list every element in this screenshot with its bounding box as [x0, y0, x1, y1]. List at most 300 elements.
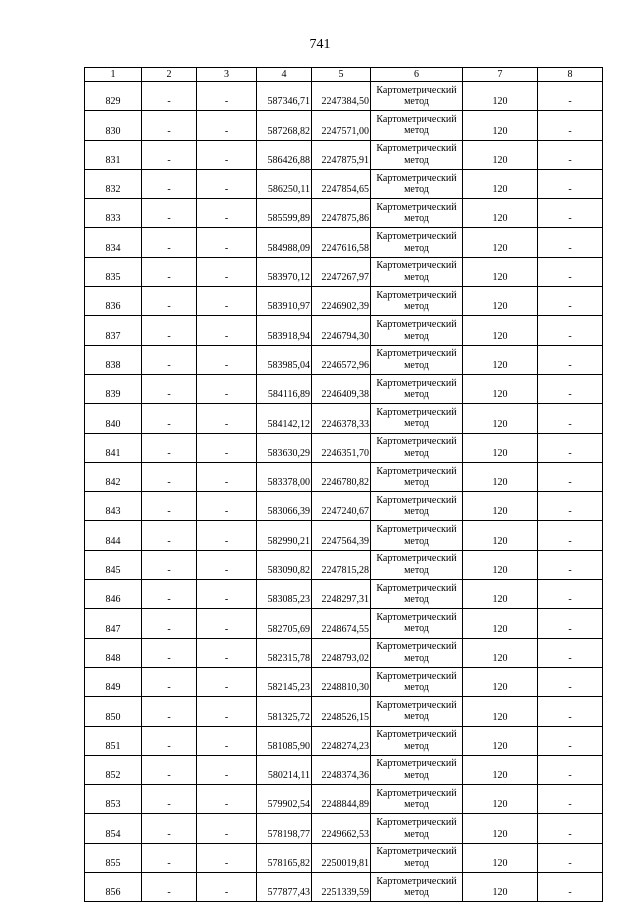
method-line-1: Картометрический — [376, 201, 457, 213]
method-line-1: Картометрический — [376, 670, 457, 682]
coordinate-x-cell: 583090,82 — [257, 550, 312, 579]
table-row — [85, 726, 603, 755]
point-number-cell: 830 — [85, 111, 142, 140]
column-8-cell: - — [538, 785, 603, 814]
column-8-cell: - — [538, 873, 603, 902]
accuracy-cell: 120 — [463, 111, 538, 140]
column-3-cell: - — [197, 462, 257, 491]
table-row — [85, 638, 603, 667]
column-3-cell: - — [197, 726, 257, 755]
point-number-cell: 850 — [85, 697, 142, 726]
accuracy-cell: 120 — [463, 462, 538, 491]
table-body — [85, 68, 603, 902]
accuracy-cell: 120 — [463, 492, 538, 521]
table-row — [85, 257, 603, 286]
coordinates-table — [84, 67, 603, 902]
column-2-cell: - — [142, 492, 197, 521]
table-row — [85, 374, 603, 403]
coordinate-x-cell: 581325,72 — [257, 697, 312, 726]
column-2-cell: - — [142, 755, 197, 784]
table-row — [85, 609, 603, 638]
coordinate-y-cell: 2246572,96 — [312, 345, 371, 374]
method-line-2: метод — [404, 330, 429, 342]
coordinate-y-cell: 2248844,89 — [312, 785, 371, 814]
point-number-cell: 837 — [85, 316, 142, 345]
accuracy-cell: 120 — [463, 697, 538, 726]
column-3-cell: - — [197, 580, 257, 609]
accuracy-cell: 120 — [463, 726, 538, 755]
accuracy-cell: 120 — [463, 169, 538, 198]
column-2-cell: - — [142, 726, 197, 755]
method-line-2: метод — [404, 623, 429, 635]
method-line-1: Картометрический — [376, 582, 457, 594]
column-3-cell: - — [197, 521, 257, 550]
column-header: 8 — [538, 68, 603, 82]
coordinate-y-cell: 2251339,59 — [312, 873, 371, 902]
accuracy-cell: 120 — [463, 82, 538, 111]
point-number-cell: 840 — [85, 404, 142, 433]
table-row — [85, 82, 603, 111]
column-8-cell: - — [538, 462, 603, 491]
point-number-cell: 834 — [85, 228, 142, 257]
point-number-cell: 839 — [85, 374, 142, 403]
column-3-cell: - — [197, 228, 257, 257]
method-line-1: Картометрический — [376, 875, 457, 887]
method-line-2: метод — [404, 125, 429, 137]
coordinate-x-cell: 581085,90 — [257, 726, 312, 755]
method-line-1: Картометрический — [376, 260, 457, 272]
point-number-cell: 848 — [85, 638, 142, 667]
point-number-cell: 844 — [85, 521, 142, 550]
column-2-cell: - — [142, 667, 197, 696]
column-3-cell: - — [197, 257, 257, 286]
column-2-cell: - — [142, 433, 197, 462]
table-row — [85, 785, 603, 814]
accuracy-cell: 120 — [463, 755, 538, 784]
column-8-cell: - — [538, 111, 603, 140]
column-2-cell: - — [142, 169, 197, 198]
column-2-cell: - — [142, 287, 197, 316]
coordinate-y-cell: 2248297,31 — [312, 580, 371, 609]
column-2-cell: - — [142, 814, 197, 843]
method-line-1: Картометрический — [376, 729, 457, 741]
table-row — [85, 345, 603, 374]
method-line-1: Картометрический — [376, 289, 457, 301]
table-row — [85, 404, 603, 433]
column-8-cell: - — [538, 814, 603, 843]
accuracy-cell: 120 — [463, 521, 538, 550]
column-8-cell: - — [538, 726, 603, 755]
coordinate-x-cell: 584116,89 — [257, 374, 312, 403]
coordinate-y-cell: 2246902,39 — [312, 287, 371, 316]
coordinate-y-cell: 2247854,65 — [312, 169, 371, 198]
column-3-cell: - — [197, 199, 257, 228]
method-line-1: Картометрический — [376, 611, 457, 623]
method-line-2: метод — [404, 154, 429, 166]
method-cell — [371, 492, 463, 521]
column-8-cell: - — [538, 257, 603, 286]
method-line-2: метод — [404, 857, 429, 869]
method-cell — [371, 667, 463, 696]
accuracy-cell: 120 — [463, 785, 538, 814]
coordinate-y-cell: 2247564,39 — [312, 521, 371, 550]
accuracy-cell: 120 — [463, 228, 538, 257]
method-line-1: Картометрический — [376, 465, 457, 477]
method-line-1: Картометрический — [376, 143, 457, 155]
method-line-2: метод — [404, 184, 429, 196]
method-cell — [371, 111, 463, 140]
method-cell — [371, 550, 463, 579]
method-line-2: метод — [404, 769, 429, 781]
column-header: 2 — [142, 68, 197, 82]
accuracy-cell: 120 — [463, 345, 538, 374]
coordinate-y-cell: 2247240,67 — [312, 492, 371, 521]
accuracy-cell: 120 — [463, 667, 538, 696]
coordinate-x-cell: 582315,78 — [257, 638, 312, 667]
point-number-cell: 843 — [85, 492, 142, 521]
coordinate-x-cell: 582145,23 — [257, 667, 312, 696]
accuracy-cell: 120 — [463, 843, 538, 872]
column-3-cell: - — [197, 82, 257, 111]
coordinate-y-cell: 2250019,81 — [312, 843, 371, 872]
table-row — [85, 667, 603, 696]
point-number-cell: 832 — [85, 169, 142, 198]
column-2-cell: - — [142, 785, 197, 814]
column-2-cell: - — [142, 873, 197, 902]
coordinate-y-cell: 2248274,23 — [312, 726, 371, 755]
method-cell — [371, 404, 463, 433]
method-cell — [371, 140, 463, 169]
point-number-cell: 842 — [85, 462, 142, 491]
accuracy-cell: 120 — [463, 433, 538, 462]
table-row — [85, 287, 603, 316]
column-3-cell: - — [197, 111, 257, 140]
point-number-cell: 856 — [85, 873, 142, 902]
table-row — [85, 550, 603, 579]
method-line-2: метод — [404, 301, 429, 313]
column-8-cell: - — [538, 638, 603, 667]
table-row — [85, 873, 603, 902]
column-8-cell: - — [538, 492, 603, 521]
column-8-cell: - — [538, 667, 603, 696]
method-line-2: метод — [404, 652, 429, 664]
point-number-cell: 852 — [85, 755, 142, 784]
table-row — [85, 228, 603, 257]
column-2-cell: - — [142, 228, 197, 257]
coordinate-x-cell: 582990,21 — [257, 521, 312, 550]
column-2-cell: - — [142, 374, 197, 403]
method-cell — [371, 697, 463, 726]
column-8-cell: - — [538, 169, 603, 198]
method-cell — [371, 199, 463, 228]
coordinate-x-cell: 578198,77 — [257, 814, 312, 843]
column-8-cell: - — [538, 755, 603, 784]
column-2-cell: - — [142, 82, 197, 111]
column-3-cell: - — [197, 433, 257, 462]
column-8-cell: - — [538, 287, 603, 316]
table-row — [85, 462, 603, 491]
method-line-1: Картометрический — [376, 172, 457, 184]
column-8-cell: - — [538, 580, 603, 609]
method-line-2: метод — [404, 740, 429, 752]
column-2-cell: - — [142, 521, 197, 550]
column-2-cell: - — [142, 404, 197, 433]
point-number-cell: 847 — [85, 609, 142, 638]
method-line-2: метод — [404, 506, 429, 518]
coordinate-y-cell: 2247875,86 — [312, 199, 371, 228]
column-8-cell: - — [538, 843, 603, 872]
coordinate-y-cell: 2246780,82 — [312, 462, 371, 491]
method-cell — [371, 755, 463, 784]
method-line-2: метод — [404, 682, 429, 694]
column-3-cell: - — [197, 609, 257, 638]
method-line-2: метод — [404, 447, 429, 459]
column-8-cell: - — [538, 404, 603, 433]
column-3-cell: - — [197, 697, 257, 726]
column-2-cell: - — [142, 843, 197, 872]
method-line-1: Картометрический — [376, 231, 457, 243]
method-line-1: Картометрический — [376, 817, 457, 829]
column-3-cell: - — [197, 873, 257, 902]
column-3-cell: - — [197, 843, 257, 872]
method-cell — [371, 609, 463, 638]
table-row — [85, 814, 603, 843]
table-row — [85, 755, 603, 784]
coordinate-x-cell: 586426,88 — [257, 140, 312, 169]
coordinate-y-cell: 2248810,30 — [312, 667, 371, 696]
column-8-cell: - — [538, 82, 603, 111]
coordinate-y-cell: 2247616,58 — [312, 228, 371, 257]
method-cell — [371, 257, 463, 286]
method-cell — [371, 814, 463, 843]
column-header: 7 — [463, 68, 538, 82]
column-8-cell: - — [538, 521, 603, 550]
method-line-2: метод — [404, 535, 429, 547]
coordinate-x-cell: 577877,43 — [257, 873, 312, 902]
table-row — [85, 492, 603, 521]
table-row — [85, 433, 603, 462]
coordinate-x-cell: 583066,39 — [257, 492, 312, 521]
coordinate-x-cell: 585599,89 — [257, 199, 312, 228]
method-line-2: метод — [404, 594, 429, 606]
method-line-1: Картометрический — [376, 553, 457, 565]
method-line-1: Картометрический — [376, 84, 457, 96]
point-number-cell: 829 — [85, 82, 142, 111]
coordinate-x-cell: 587268,82 — [257, 111, 312, 140]
point-number-cell: 849 — [85, 667, 142, 696]
method-line-1: Картометрический — [376, 319, 457, 331]
method-line-2: метод — [404, 389, 429, 401]
column-3-cell: - — [197, 550, 257, 579]
accuracy-cell: 120 — [463, 374, 538, 403]
column-header: 6 — [371, 68, 463, 82]
column-header: 1 — [85, 68, 142, 82]
column-2-cell: - — [142, 111, 197, 140]
column-2-cell: - — [142, 257, 197, 286]
coordinate-x-cell: 579902,54 — [257, 785, 312, 814]
accuracy-cell: 120 — [463, 257, 538, 286]
table-row — [85, 521, 603, 550]
column-3-cell: - — [197, 785, 257, 814]
column-3-cell: - — [197, 169, 257, 198]
coordinate-x-cell: 583630,29 — [257, 433, 312, 462]
table-row — [85, 316, 603, 345]
method-line-1: Картометрический — [376, 524, 457, 536]
table-row — [85, 843, 603, 872]
method-line-2: метод — [404, 359, 429, 371]
method-line-2: метод — [404, 799, 429, 811]
column-3-cell: - — [197, 374, 257, 403]
coordinate-y-cell: 2249662,53 — [312, 814, 371, 843]
method-cell — [371, 462, 463, 491]
method-line-1: Картометрический — [376, 494, 457, 506]
column-2-cell: - — [142, 550, 197, 579]
column-3-cell: - — [197, 404, 257, 433]
page-number: 741 — [309, 37, 331, 52]
column-2-cell: - — [142, 609, 197, 638]
table-row — [85, 140, 603, 169]
column-3-cell: - — [197, 287, 257, 316]
column-2-cell: - — [142, 345, 197, 374]
accuracy-cell: 120 — [463, 580, 538, 609]
method-cell — [371, 316, 463, 345]
accuracy-cell: 120 — [463, 199, 538, 228]
column-2-cell: - — [142, 580, 197, 609]
coordinate-y-cell: 2248793,02 — [312, 638, 371, 667]
method-line-2: метод — [404, 887, 429, 899]
method-line-1: Картометрический — [376, 436, 457, 448]
method-cell — [371, 169, 463, 198]
table-row — [85, 580, 603, 609]
point-number-cell: 833 — [85, 199, 142, 228]
point-number-cell: 845 — [85, 550, 142, 579]
column-8-cell: - — [538, 374, 603, 403]
coordinate-x-cell: 583910,97 — [257, 287, 312, 316]
method-line-1: Картометрический — [376, 787, 457, 799]
coordinate-x-cell: 586250,11 — [257, 169, 312, 198]
point-number-cell: 831 — [85, 140, 142, 169]
table-row — [85, 111, 603, 140]
point-number-cell: 836 — [85, 287, 142, 316]
point-number-cell: 841 — [85, 433, 142, 462]
column-8-cell: - — [538, 316, 603, 345]
coordinate-y-cell: 2247267,97 — [312, 257, 371, 286]
column-3-cell: - — [197, 345, 257, 374]
column-8-cell: - — [538, 433, 603, 462]
column-8-cell: - — [538, 199, 603, 228]
table-row — [85, 169, 603, 198]
coordinate-x-cell: 583985,04 — [257, 345, 312, 374]
method-cell — [371, 873, 463, 902]
column-header: 4 — [257, 68, 312, 82]
coordinate-y-cell: 2246409,38 — [312, 374, 371, 403]
accuracy-cell: 120 — [463, 140, 538, 169]
point-number-cell: 835 — [85, 257, 142, 286]
point-number-cell: 838 — [85, 345, 142, 374]
column-8-cell: - — [538, 697, 603, 726]
table-row — [85, 697, 603, 726]
coordinate-y-cell: 2247875,91 — [312, 140, 371, 169]
method-line-2: метод — [404, 213, 429, 225]
column-3-cell: - — [197, 814, 257, 843]
method-line-1: Картометрический — [376, 846, 457, 858]
method-cell — [371, 433, 463, 462]
method-line-2: метод — [404, 242, 429, 254]
method-line-1: Картометрический — [376, 406, 457, 418]
point-number-cell: 853 — [85, 785, 142, 814]
method-cell — [371, 345, 463, 374]
column-2-cell: - — [142, 316, 197, 345]
coordinate-x-cell: 583918,94 — [257, 316, 312, 345]
coordinate-y-cell: 2246351,70 — [312, 433, 371, 462]
coordinate-y-cell: 2247815,28 — [312, 550, 371, 579]
column-2-cell: - — [142, 140, 197, 169]
coordinate-x-cell: 583085,23 — [257, 580, 312, 609]
coordinate-y-cell: 2246378,33 — [312, 404, 371, 433]
method-line-2: метод — [404, 271, 429, 283]
method-cell — [371, 228, 463, 257]
accuracy-cell: 120 — [463, 287, 538, 316]
coordinate-y-cell: 2246794,30 — [312, 316, 371, 345]
method-line-1: Картометрический — [376, 113, 457, 125]
coordinate-x-cell: 584142,12 — [257, 404, 312, 433]
method-cell — [371, 521, 463, 550]
column-3-cell: - — [197, 492, 257, 521]
method-line-2: метод — [404, 96, 429, 108]
coordinate-y-cell: 2248674,55 — [312, 609, 371, 638]
column-3-cell: - — [197, 667, 257, 696]
coordinate-x-cell: 587346,71 — [257, 82, 312, 111]
method-line-1: Картометрический — [376, 758, 457, 770]
column-8-cell: - — [538, 140, 603, 169]
column-header: 3 — [197, 68, 257, 82]
column-2-cell: - — [142, 638, 197, 667]
point-number-cell: 846 — [85, 580, 142, 609]
coordinate-y-cell: 2248374,36 — [312, 755, 371, 784]
table-row — [85, 199, 603, 228]
column-3-cell: - — [197, 316, 257, 345]
method-cell — [371, 287, 463, 316]
coordinate-x-cell: 584988,09 — [257, 228, 312, 257]
point-number-cell: 855 — [85, 843, 142, 872]
coordinate-x-cell: 582705,69 — [257, 609, 312, 638]
accuracy-cell: 120 — [463, 873, 538, 902]
method-line-2: метод — [404, 418, 429, 430]
accuracy-cell: 120 — [463, 550, 538, 579]
point-number-cell: 854 — [85, 814, 142, 843]
column-8-cell: - — [538, 228, 603, 257]
accuracy-cell: 120 — [463, 316, 538, 345]
accuracy-cell: 120 — [463, 404, 538, 433]
method-cell — [371, 580, 463, 609]
method-line-1: Картометрический — [376, 348, 457, 360]
coordinate-x-cell: 583970,12 — [257, 257, 312, 286]
accuracy-cell: 120 — [463, 638, 538, 667]
method-line-2: метод — [404, 477, 429, 488]
point-number-cell: 851 — [85, 726, 142, 755]
column-3-cell: - — [197, 755, 257, 784]
method-cell — [371, 638, 463, 667]
coordinate-x-cell: 583378,00 — [257, 462, 312, 491]
column-2-cell: - — [142, 697, 197, 726]
column-8-cell: - — [538, 609, 603, 638]
coordinate-y-cell: 2247571,00 — [312, 111, 371, 140]
coordinate-y-cell: 2247384,50 — [312, 82, 371, 111]
method-line-1: Картометрический — [376, 699, 457, 711]
column-header: 5 — [312, 68, 371, 82]
accuracy-cell: 120 — [463, 814, 538, 843]
column-2-cell: - — [142, 462, 197, 491]
